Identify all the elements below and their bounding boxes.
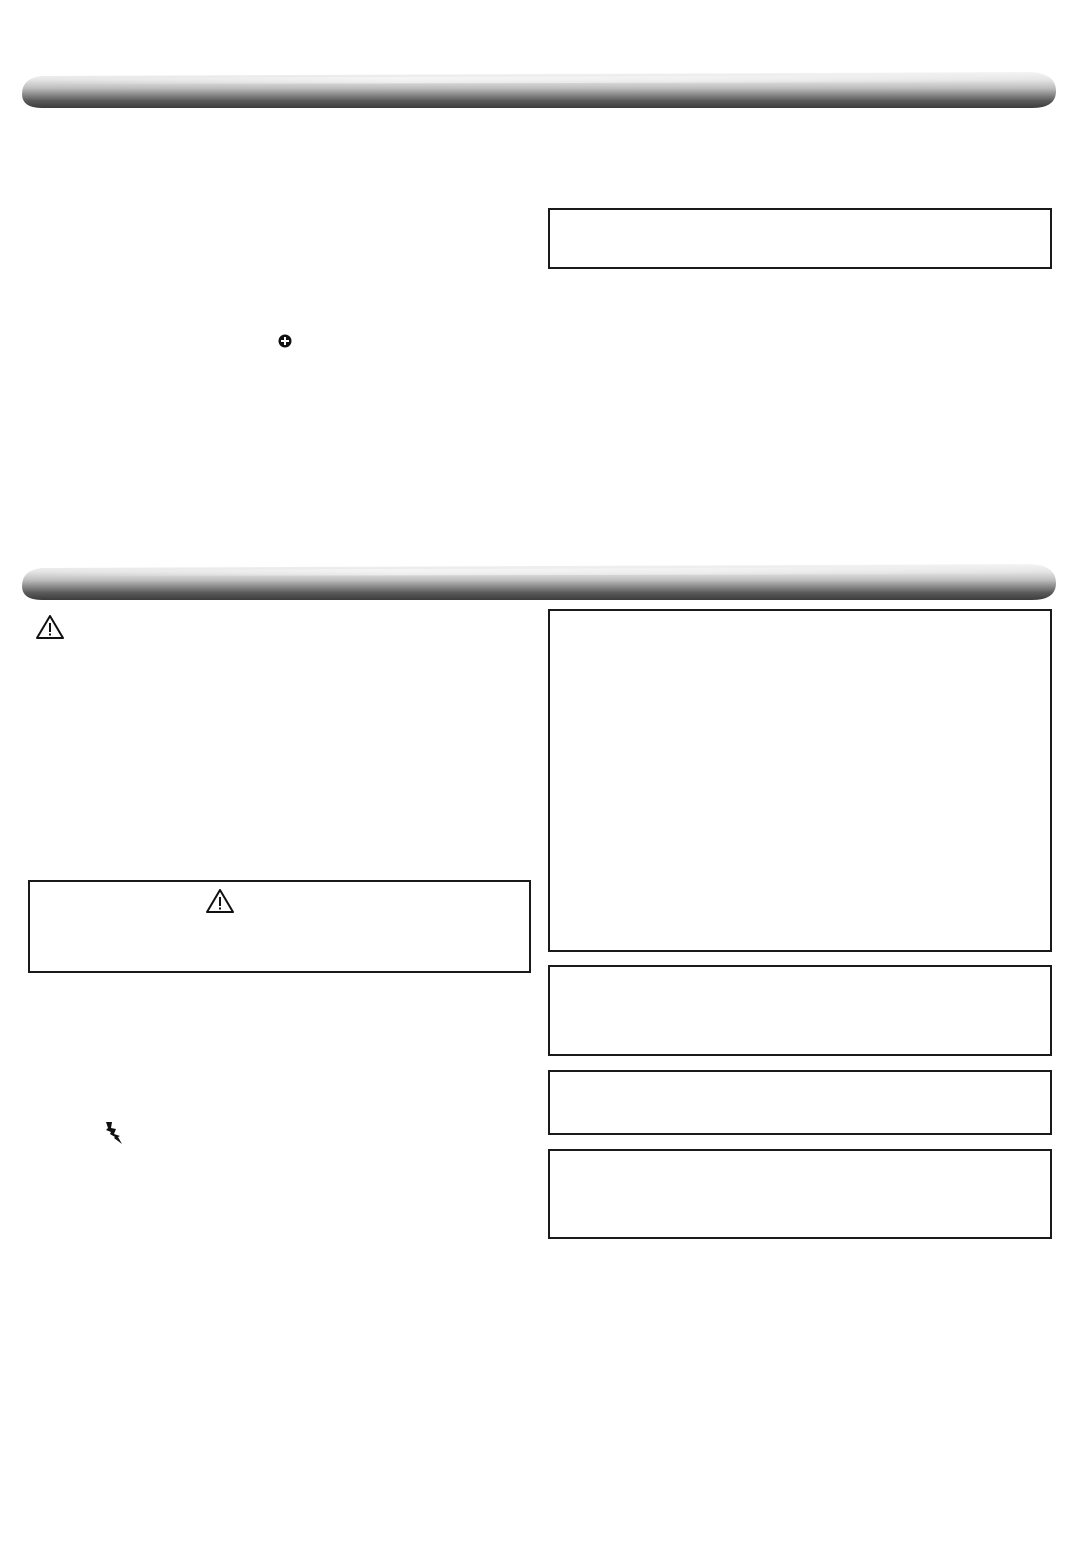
section-header-bar-2 <box>20 564 1058 602</box>
info-box-large <box>548 609 1052 952</box>
caution-triangle-icon <box>205 888 235 914</box>
info-box-4 <box>548 1149 1052 1239</box>
lightning-bolt-icon <box>103 1121 123 1145</box>
info-box-3 <box>548 1070 1052 1135</box>
plus-circle-icon <box>278 334 292 348</box>
note-box <box>548 208 1052 269</box>
caution-box <box>28 880 531 973</box>
section-header-bar-1 <box>20 72 1058 110</box>
warning-triangle-icon <box>35 614 65 640</box>
info-box-2 <box>548 965 1052 1056</box>
